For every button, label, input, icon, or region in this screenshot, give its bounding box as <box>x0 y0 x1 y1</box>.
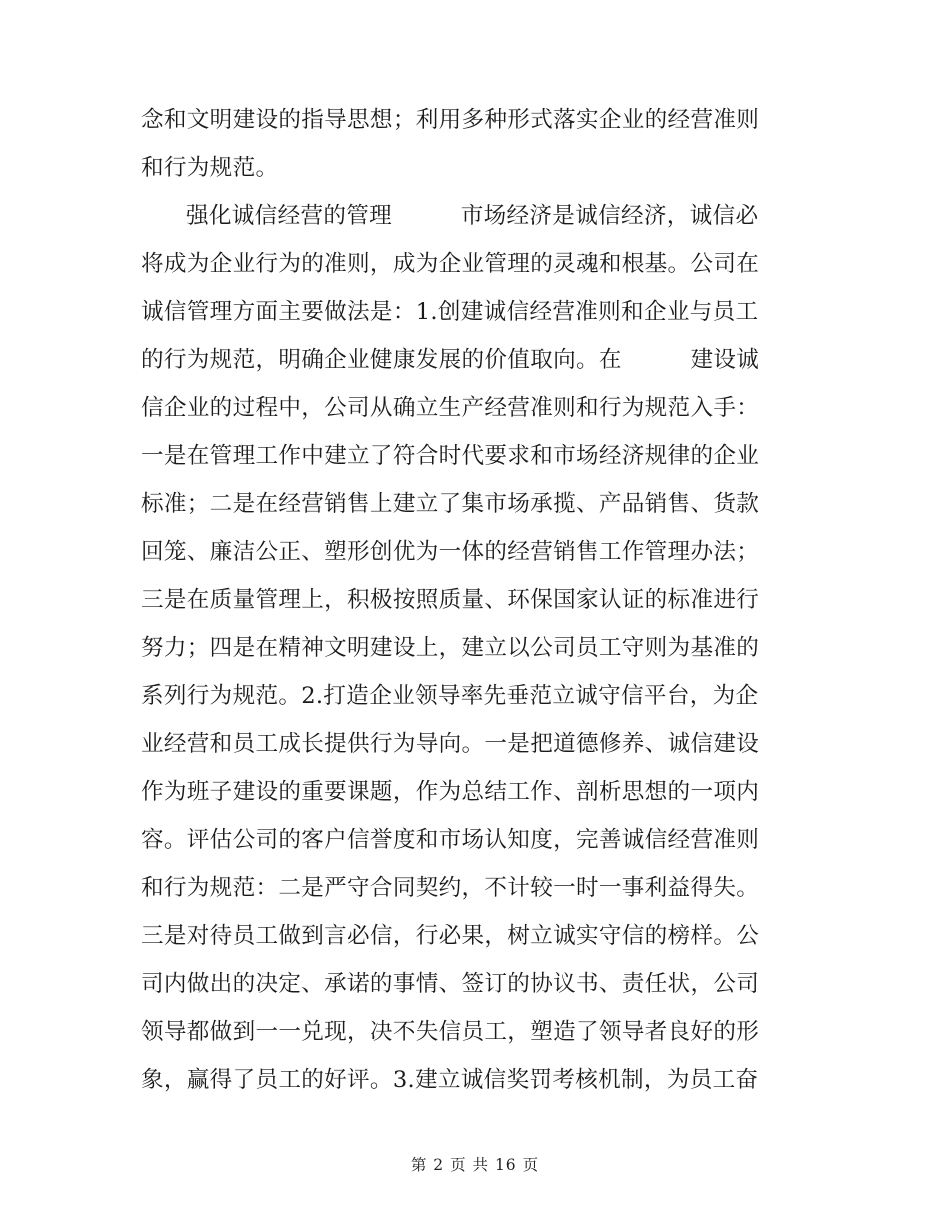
text-line: 领导都做到一一兑现，决不失信员工，塑造了领导者良好的形 <box>141 1019 760 1045</box>
text-line: 和行为规范。 <box>141 155 279 181</box>
text-line: 努力；四是在精神文明建设上，建立以公司员工守则为基准的 <box>141 635 760 661</box>
page-number-footer: 第 2 页 共 16 页 <box>410 1156 540 1174</box>
text-line: 容。评估公司的客户信誉度和市场认知度，完善诚信经营准则 <box>141 827 760 853</box>
text-line: 一是在管理工作中建立了符合时代要求和市场经济规律的企业 <box>141 443 760 469</box>
text-line: 回笼、廉洁公正、塑形创优为一体的经营销售工作管理办法； <box>141 539 760 565</box>
text-line: 将成为企业行为的准则，成为企业管理的灵魂和根基。公司在 <box>141 251 760 277</box>
text-line: 系列行为规范。2.打造企业领导率先垂范立诚守信平台，为企 <box>141 683 759 709</box>
text-line: 标准；二是在经营销售上建立了集市场承揽、产品销售、货款 <box>141 491 760 517</box>
text-line: 业经营和员工成长提供行为导向。一是把道德修养、诚信建设 <box>141 731 760 757</box>
text-line: 和行为规范：二是严守合同契约，不计较一时一事利益得失。 <box>141 875 760 901</box>
body-text <box>141 96 813 1104</box>
text-line: 念和文明建设的指导思想；利用多种形式落实企业的经营准则 <box>141 107 760 133</box>
text-line: 信企业的过程中，公司从确立生产经营准则和行为规范入手： <box>141 395 760 421</box>
text-line: 作为班子建设的重要课题，作为总结工作、剖析思想的一项内 <box>141 779 760 805</box>
text-line: 的行为规范，明确企业健康发展的价值取向。在 建设诚 <box>141 347 760 373</box>
text-line: 象，赢得了员工的好评。3.建立诚信奖罚考核机制，为员工奋 <box>141 1067 759 1093</box>
text-line: 三是对待员工做到言必信，行必果，树立诚实守信的榜样。公 <box>141 923 760 949</box>
text-line: 诚信管理方面主要做法是：1.创建诚信经营准则和企业与员工 <box>141 299 759 325</box>
text-line: 强化诚信经营的管理 市场经济是诚信经济，诚信必 <box>186 203 759 229</box>
text-line: 三是在质量管理上，积极按照质量、环保国家认证的标准进行 <box>141 587 760 613</box>
text-line: 司内做出的决定、承诺的事情、签订的协议书、责任状，公司 <box>141 971 760 997</box>
